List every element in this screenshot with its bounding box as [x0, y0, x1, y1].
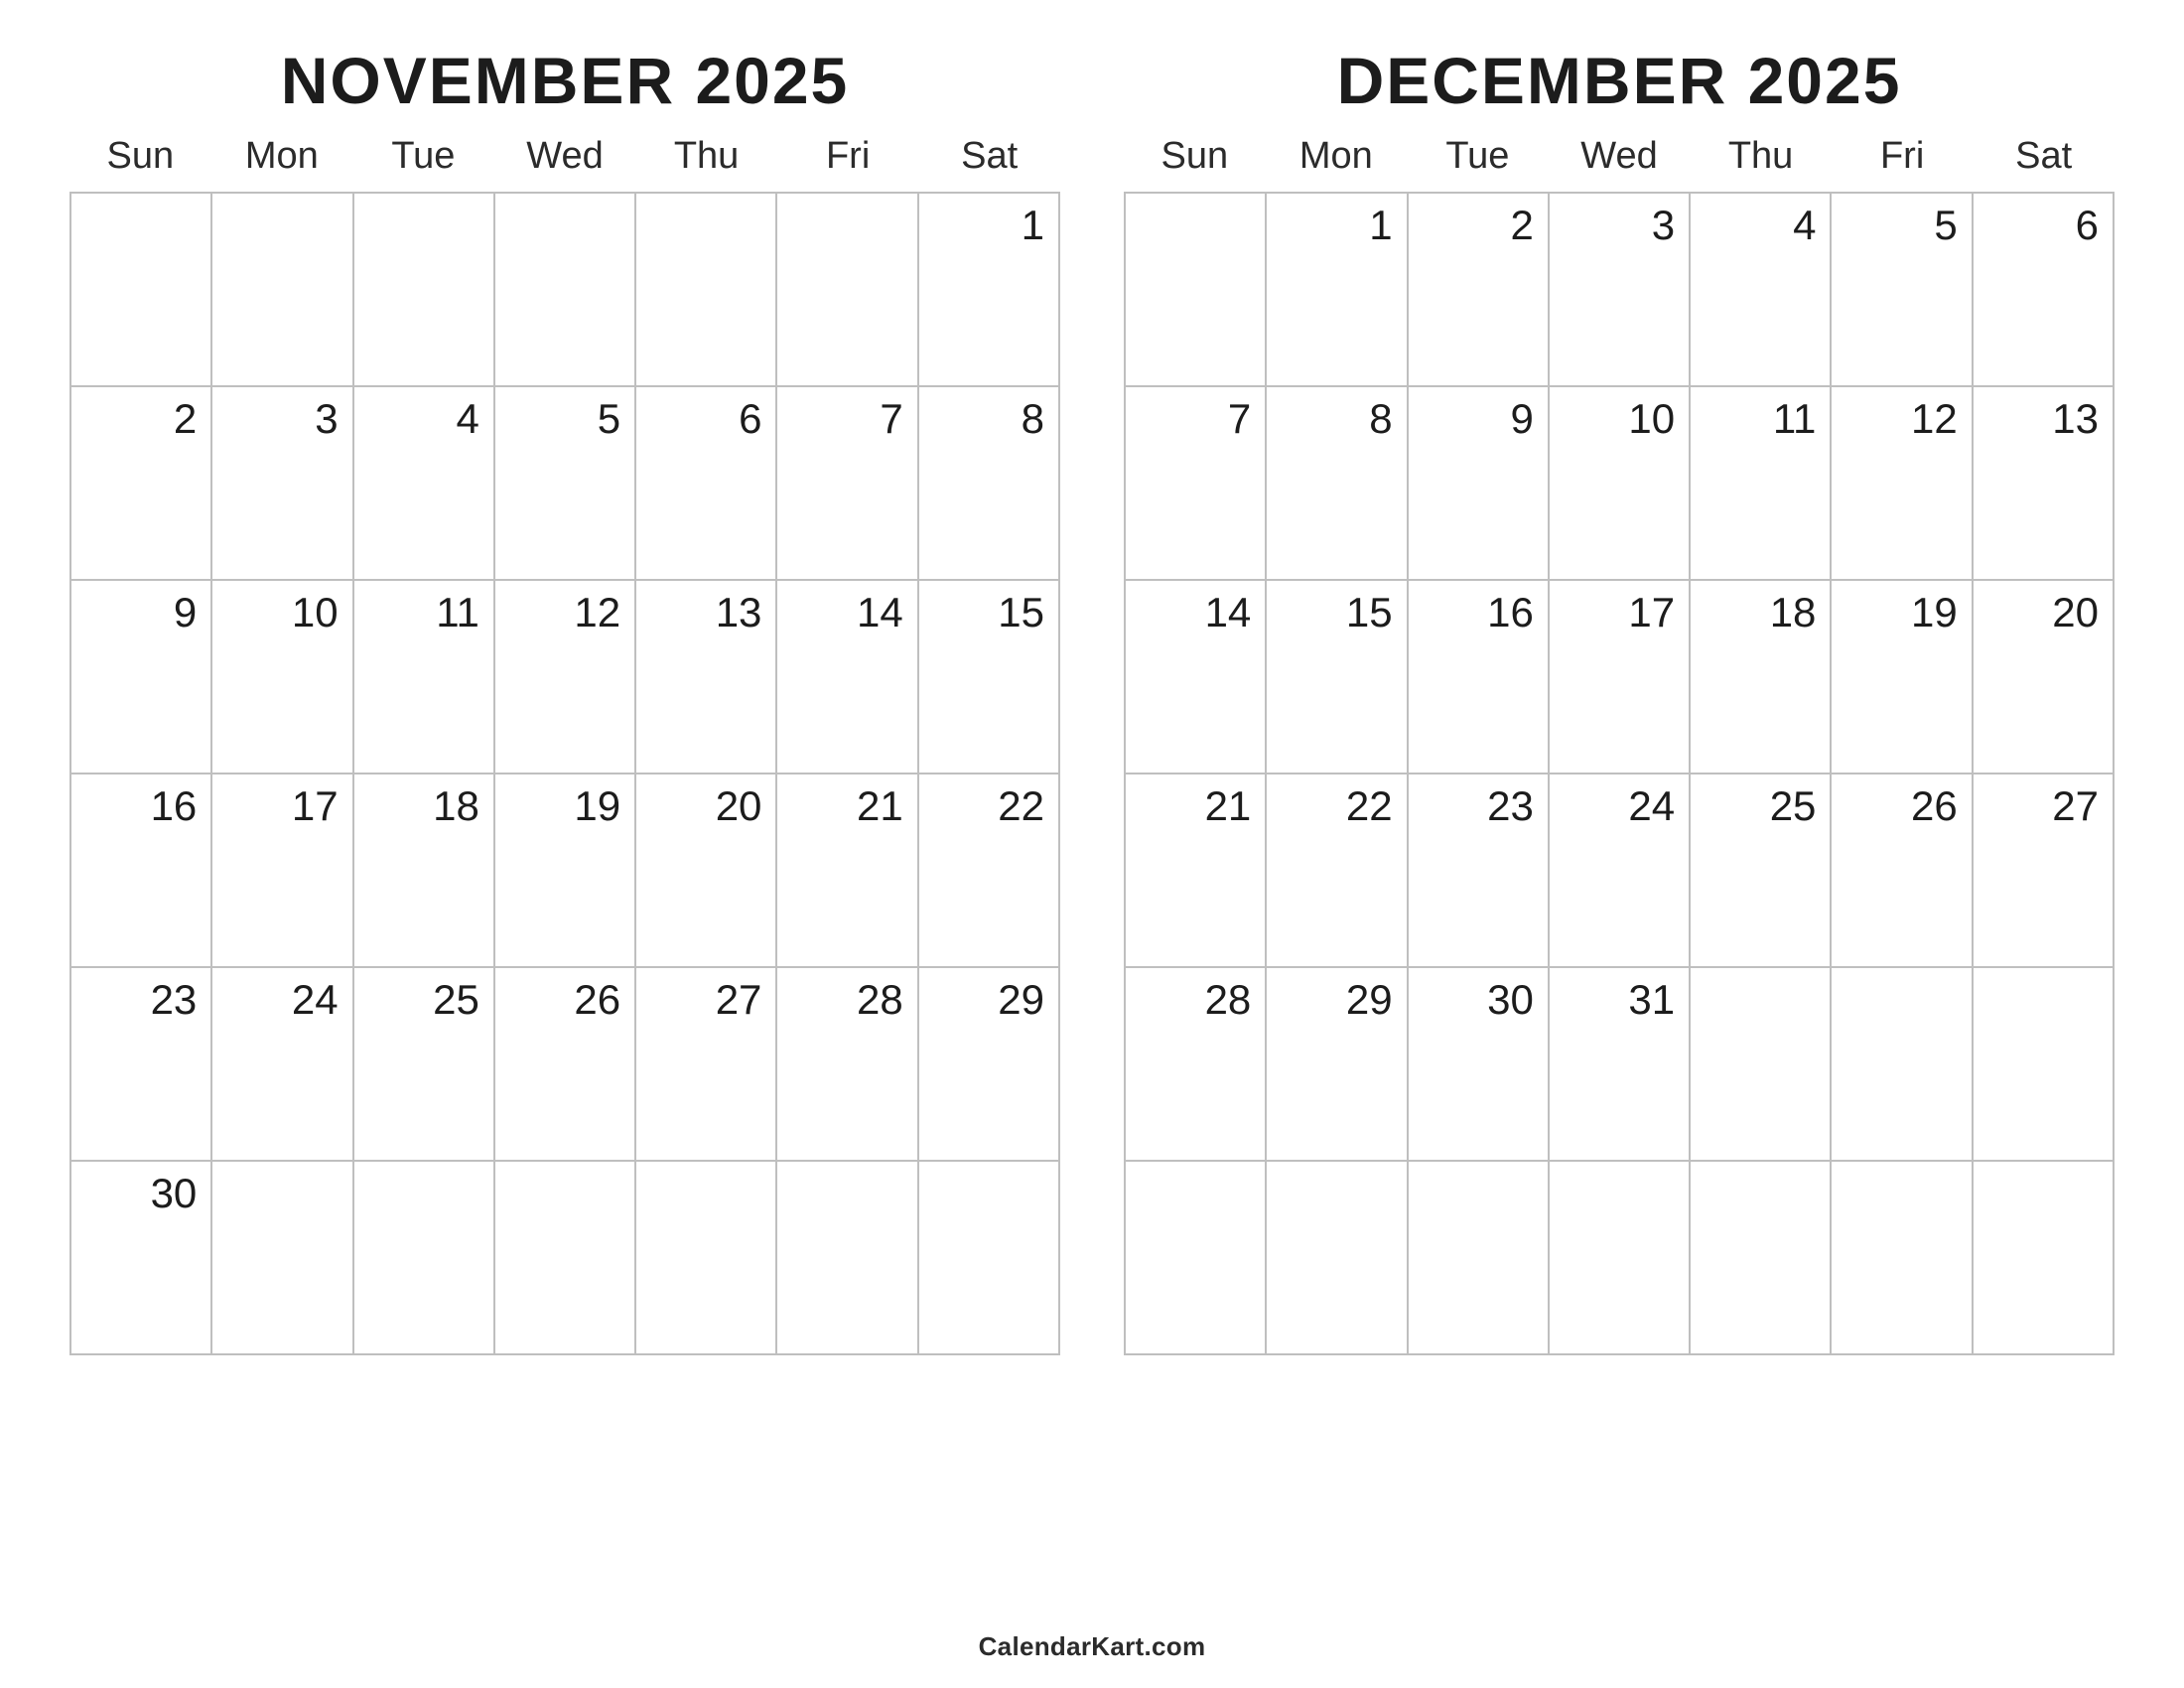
day-cell[interactable]	[1691, 194, 1832, 387]
weekday-label-fri: Fri	[1879, 135, 1925, 177]
weekday-label-sat: Sat	[961, 135, 1019, 177]
day-cell[interactable]	[919, 1162, 1060, 1355]
day-number: 29	[1345, 976, 1393, 1023]
day-cell[interactable]	[1550, 774, 1691, 968]
day-number: 17	[1628, 589, 1676, 635]
day-number: 2	[173, 395, 198, 442]
day-number: 23	[1487, 782, 1534, 829]
day-cell[interactable]	[212, 968, 353, 1162]
day-cell[interactable]	[495, 1162, 636, 1355]
months-container	[69, 44, 2115, 1355]
day-cell[interactable]	[1832, 581, 1973, 774]
day-cell[interactable]	[1409, 194, 1550, 387]
day-cell[interactable]	[212, 1162, 353, 1355]
day-number: 10	[291, 589, 339, 635]
day-number: 15	[1345, 589, 1393, 635]
day-number: 24	[1628, 782, 1676, 829]
day-number: 15	[998, 589, 1044, 635]
day-number: 7	[1227, 395, 1252, 442]
day-cell[interactable]	[1832, 387, 1973, 581]
day-cell[interactable]	[1267, 581, 1408, 774]
day-number: 11	[1772, 395, 1817, 442]
day-cell[interactable]	[777, 1162, 918, 1355]
day-number: 13	[715, 589, 762, 635]
day-cell[interactable]	[777, 774, 918, 968]
weekday-header-row	[69, 135, 1060, 186]
weekday-label-mon: Mon	[244, 135, 319, 177]
day-cell[interactable]	[1974, 581, 2115, 774]
day-number: 22	[998, 782, 1044, 829]
day-number: 28	[1204, 976, 1252, 1023]
day-number: 29	[998, 976, 1044, 1023]
day-number: 7	[880, 395, 903, 442]
day-number: 19	[1910, 589, 1958, 635]
day-cell[interactable]	[354, 387, 495, 581]
day-cell[interactable]	[1409, 774, 1550, 968]
day-cell[interactable]	[71, 194, 212, 387]
day-cell[interactable]	[919, 387, 1060, 581]
footer	[69, 1631, 2115, 1688]
day-cell[interactable]	[1409, 1162, 1550, 1355]
day-cell[interactable]	[1974, 774, 2115, 968]
brand-label: CalendarKart.com	[978, 1631, 1206, 1661]
day-number: 5	[1934, 202, 1958, 248]
day-cell[interactable]	[1832, 194, 1973, 387]
day-number: 6	[739, 395, 762, 442]
day-cell[interactable]	[636, 194, 777, 387]
day-cell[interactable]	[1832, 968, 1973, 1162]
day-number: 20	[2052, 589, 2099, 635]
day-cell[interactable]	[71, 1162, 212, 1355]
day-cell[interactable]	[1126, 774, 1267, 968]
day-cell[interactable]	[1550, 194, 1691, 387]
day-number: 3	[1651, 202, 1676, 248]
weekday-label-sat: Sat	[2015, 135, 2073, 177]
day-number: 5	[597, 395, 621, 442]
day-number: 18	[1769, 589, 1817, 635]
day-cell[interactable]	[1832, 1162, 1973, 1355]
day-cell[interactable]	[636, 968, 777, 1162]
day-cell[interactable]	[777, 194, 918, 387]
day-number: 25	[433, 976, 479, 1023]
day-cell[interactable]	[1409, 387, 1550, 581]
day-number: 25	[1769, 782, 1817, 829]
day-cell[interactable]	[1691, 774, 1832, 968]
day-cell[interactable]	[919, 194, 1060, 387]
day-cell[interactable]	[354, 581, 495, 774]
day-cell[interactable]	[1126, 968, 1267, 1162]
day-cell[interactable]	[1126, 581, 1267, 774]
weekday-label-fri: Fri	[825, 135, 871, 177]
day-grid	[1124, 192, 2115, 1355]
day-cell[interactable]	[1974, 1162, 2115, 1355]
day-number: 2	[1510, 202, 1534, 248]
day-number: 12	[1910, 395, 1958, 442]
day-cell[interactable]	[1267, 387, 1408, 581]
day-cell[interactable]	[71, 581, 212, 774]
day-number: 4	[456, 395, 479, 442]
day-cell[interactable]	[919, 968, 1060, 1162]
day-number: 14	[856, 589, 903, 635]
day-cell[interactable]	[495, 968, 636, 1162]
day-cell[interactable]	[1691, 387, 1832, 581]
weekday-label-thu: Thu	[673, 135, 740, 177]
day-cell[interactable]	[1267, 194, 1408, 387]
month-title: DECEMBER 2025	[1336, 44, 1902, 117]
day-cell[interactable]	[636, 1162, 777, 1355]
day-cell[interactable]	[919, 774, 1060, 968]
day-number: 11	[436, 589, 479, 635]
day-cell[interactable]	[212, 387, 353, 581]
day-cell[interactable]	[495, 774, 636, 968]
day-cell[interactable]	[1691, 1162, 1832, 1355]
day-number: 30	[1487, 976, 1534, 1023]
day-cell[interactable]	[495, 581, 636, 774]
day-number: 16	[150, 782, 198, 829]
day-cell[interactable]	[1126, 387, 1267, 581]
day-number: 23	[150, 976, 198, 1023]
day-cell[interactable]	[212, 774, 353, 968]
day-number: 10	[1628, 395, 1676, 442]
day-cell[interactable]	[212, 194, 353, 387]
day-cell[interactable]	[212, 581, 353, 774]
day-cell[interactable]	[1832, 774, 1973, 968]
weekday-label-mon: Mon	[1298, 135, 1373, 177]
day-cell[interactable]	[354, 194, 495, 387]
day-cell[interactable]	[1409, 581, 1550, 774]
day-number: 28	[856, 976, 903, 1023]
day-cell[interactable]	[71, 774, 212, 968]
day-cell[interactable]	[919, 581, 1060, 774]
day-number: 19	[574, 782, 621, 829]
day-number: 6	[2075, 202, 2099, 248]
day-cell[interactable]	[71, 387, 212, 581]
day-cell[interactable]	[1550, 387, 1691, 581]
day-number: 27	[715, 976, 762, 1023]
day-number: 18	[433, 782, 479, 829]
day-cell[interactable]	[636, 387, 777, 581]
day-cell[interactable]	[1267, 774, 1408, 968]
day-number: 20	[715, 782, 762, 829]
day-cell[interactable]	[777, 387, 918, 581]
day-cell[interactable]	[1267, 1162, 1408, 1355]
day-cell[interactable]	[354, 774, 495, 968]
day-number: 14	[1204, 589, 1252, 635]
day-cell[interactable]	[1974, 194, 2115, 387]
weekday-label-wed: Wed	[526, 135, 604, 177]
day-number: 31	[1628, 976, 1676, 1023]
day-cell[interactable]	[777, 581, 918, 774]
day-cell[interactable]	[1691, 968, 1832, 1162]
day-number: 4	[1793, 202, 1817, 248]
weekday-header-row	[1124, 135, 2115, 186]
day-number: 26	[574, 976, 621, 1023]
day-number: 22	[1345, 782, 1393, 829]
weekday-label-sun: Sun	[1160, 135, 1229, 177]
day-cell[interactable]	[1974, 387, 2115, 581]
day-number: 12	[574, 589, 621, 635]
month-november	[69, 44, 1060, 1355]
day-cell[interactable]	[1126, 1162, 1267, 1355]
day-cell[interactable]	[354, 1162, 495, 1355]
day-number: 3	[315, 395, 339, 442]
day-cell[interactable]	[1550, 581, 1691, 774]
month-title: NOVEMBER 2025	[280, 44, 850, 117]
day-grid	[69, 192, 1060, 1355]
weekday-label-wed: Wed	[1580, 135, 1658, 177]
day-cell[interactable]	[354, 968, 495, 1162]
day-number: 17	[291, 782, 339, 829]
day-cell[interactable]	[1550, 968, 1691, 1162]
weekday-label-sun: Sun	[106, 135, 175, 177]
day-cell[interactable]	[1691, 581, 1832, 774]
day-number: 27	[2052, 782, 2099, 829]
day-cell[interactable]	[495, 387, 636, 581]
day-cell[interactable]	[495, 194, 636, 387]
day-cell[interactable]	[1550, 1162, 1691, 1355]
day-number: 1	[1369, 202, 1393, 248]
day-number: 13	[2052, 395, 2099, 442]
weekday-label-tue: Tue	[1445, 135, 1510, 177]
weekday-label-thu: Thu	[1727, 135, 1794, 177]
weekday-label-tue: Tue	[391, 135, 456, 177]
day-cell[interactable]	[636, 581, 777, 774]
day-cell[interactable]	[777, 968, 918, 1162]
day-cell[interactable]	[71, 968, 212, 1162]
day-number: 1	[1021, 202, 1044, 248]
day-number: 8	[1369, 395, 1393, 442]
day-cell[interactable]	[1126, 194, 1267, 387]
day-number: 9	[173, 589, 198, 635]
day-cell[interactable]	[636, 774, 777, 968]
day-cell[interactable]	[1974, 968, 2115, 1162]
day-number: 21	[1204, 782, 1252, 829]
day-number: 30	[150, 1170, 198, 1216]
day-number: 21	[856, 782, 903, 829]
day-cell[interactable]	[1267, 968, 1408, 1162]
day-number: 24	[291, 976, 339, 1023]
month-december	[1124, 44, 2115, 1355]
day-number: 16	[1487, 589, 1534, 635]
day-cell[interactable]	[1409, 968, 1550, 1162]
day-number: 8	[1021, 395, 1044, 442]
day-number: 26	[1910, 782, 1958, 829]
day-number: 9	[1510, 395, 1534, 442]
